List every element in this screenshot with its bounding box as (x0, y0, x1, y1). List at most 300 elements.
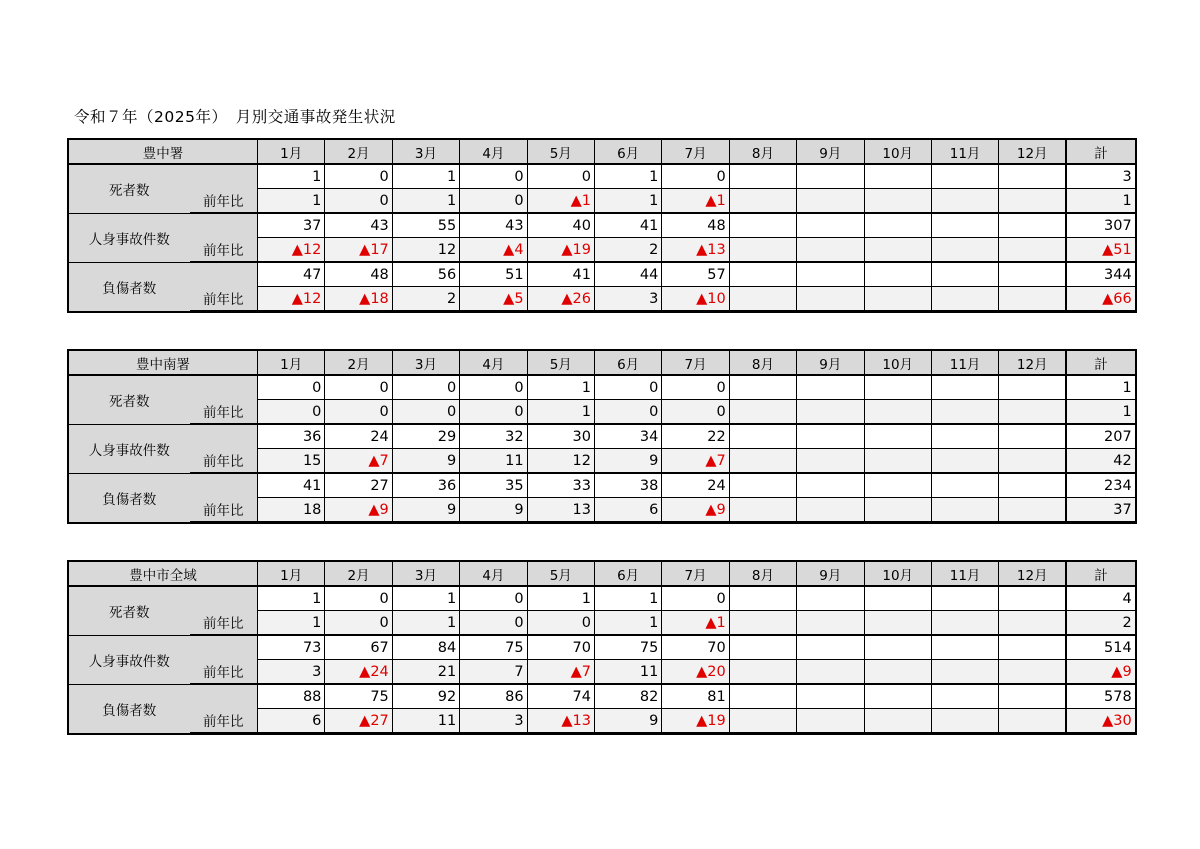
table-cell: 27 (325, 473, 392, 498)
table-cell-compare: 11 (392, 709, 459, 734)
table-cell: 1 (392, 586, 459, 611)
table-cell-compare (999, 400, 1066, 425)
table-cell-compare (931, 189, 998, 214)
table-cell: 32 (460, 424, 527, 449)
table-cell (864, 262, 931, 287)
column-header: 8月 (729, 140, 796, 165)
table-cell (999, 375, 1066, 400)
table-cell (931, 473, 998, 498)
table-cell (864, 164, 931, 189)
table-cell: 4 (1066, 586, 1135, 611)
table-cell-compare: 37 (1066, 498, 1135, 523)
table-cell-compare (999, 189, 1066, 214)
table-cell-compare (797, 449, 864, 474)
table-cell-compare (797, 498, 864, 523)
table-cell-compare: ▲7 (325, 449, 392, 474)
table-cell-compare: ▲12 (258, 238, 325, 263)
column-header: 2月 (325, 562, 392, 587)
row-category-label: 人身事故件数 (69, 424, 190, 473)
table-cell-compare (864, 660, 931, 685)
column-header: 計 (1066, 140, 1135, 165)
table-cell (797, 375, 864, 400)
table-cell-compare (797, 709, 864, 734)
table-cell: 73 (258, 635, 325, 660)
table-cell: 0 (662, 586, 729, 611)
table-cell: 0 (325, 164, 392, 189)
table-cell (931, 164, 998, 189)
table-cell-compare (729, 400, 796, 425)
table-cell-compare: 11 (460, 449, 527, 474)
table-cell (729, 586, 796, 611)
row-category-label: 負傷者数 (69, 473, 190, 522)
table-cell-compare (729, 189, 796, 214)
table-cell-compare: ▲18 (325, 287, 392, 312)
table-cell-compare: ▲66 (1066, 287, 1135, 312)
table-cell-compare (999, 238, 1066, 263)
row-sublabel-blank (190, 213, 258, 238)
column-header: 7月 (662, 140, 729, 165)
stats-table (68, 350, 1136, 523)
table-cell-compare (931, 498, 998, 523)
column-header: 7月 (662, 351, 729, 376)
table-row-compare (69, 238, 1136, 263)
table-cell: 35 (460, 473, 527, 498)
table-cell-compare: ▲5 (460, 287, 527, 312)
table-cell: 0 (325, 375, 392, 400)
table-cell-compare: 12 (527, 449, 594, 474)
table-cell: 0 (527, 164, 594, 189)
table-cell: 3 (1066, 164, 1135, 189)
table-cell-compare: 3 (460, 709, 527, 734)
table-cell: 24 (662, 473, 729, 498)
table-cell: 40 (527, 213, 594, 238)
table-cell-compare (931, 400, 998, 425)
row-sublabel-blank (190, 164, 258, 189)
table-cell-compare: 3 (258, 660, 325, 685)
table-cell-compare: ▲9 (325, 498, 392, 523)
table-cell-compare: 6 (594, 498, 661, 523)
table-cell-compare: 15 (258, 449, 325, 474)
table-cell (931, 586, 998, 611)
row-category-label: 負傷者数 (69, 262, 190, 311)
table-cell-compare: ▲1 (662, 611, 729, 636)
column-header: 10月 (864, 351, 931, 376)
column-header: 12月 (999, 351, 1066, 376)
row-category-label: 人身事故件数 (69, 635, 190, 684)
table-cell-compare (931, 238, 998, 263)
table-cell (729, 164, 796, 189)
table-cell: 344 (1066, 262, 1135, 287)
table-cell: 30 (527, 424, 594, 449)
table-cell-compare: ▲13 (662, 238, 729, 263)
column-header: 4月 (460, 140, 527, 165)
table-cell-compare: 2 (1066, 611, 1135, 636)
table-cell-compare (729, 611, 796, 636)
row-category-label: 死者数 (69, 375, 190, 424)
header-row (69, 140, 1136, 165)
table-cell-compare: 9 (392, 449, 459, 474)
stats-table (68, 561, 1136, 734)
row-sublabel: 前年比 (190, 287, 258, 312)
table-cell-compare (797, 287, 864, 312)
table-cell-compare (864, 189, 931, 214)
table-cell-compare: 12 (392, 238, 459, 263)
table-row-compare (69, 498, 1136, 523)
table-cell: 1 (392, 164, 459, 189)
table-cell: 24 (325, 424, 392, 449)
table-cell-compare: 2 (392, 287, 459, 312)
row-sublabel: 前年比 (190, 611, 258, 636)
column-header: 3月 (392, 140, 459, 165)
column-header: 計 (1066, 562, 1135, 587)
table-cell: 57 (662, 262, 729, 287)
table-cell (797, 262, 864, 287)
table-cell: 84 (392, 635, 459, 660)
row-sublabel: 前年比 (190, 238, 258, 263)
table-cell-compare (999, 498, 1066, 523)
table-cell-compare (729, 449, 796, 474)
table-cell: 0 (460, 586, 527, 611)
table-cell: 1 (594, 164, 661, 189)
column-header: 1月 (258, 351, 325, 376)
table-cell-compare (864, 611, 931, 636)
table-cell (797, 164, 864, 189)
table-station-name: 豊中市全域 (69, 562, 258, 587)
table-cell-compare (797, 660, 864, 685)
table-cell-compare: 9 (460, 498, 527, 523)
row-sublabel-blank (190, 424, 258, 449)
table-cell: 75 (594, 635, 661, 660)
table-cell-compare: 21 (392, 660, 459, 685)
table-cell-compare (864, 400, 931, 425)
table-cell-compare (729, 660, 796, 685)
table-cell-compare: ▲30 (1066, 709, 1135, 734)
table-cell-compare: 7 (460, 660, 527, 685)
table-cell-compare (931, 287, 998, 312)
table-row-compare (69, 287, 1136, 312)
table-cell: 29 (392, 424, 459, 449)
column-header: 6月 (594, 562, 661, 587)
table-cell (797, 684, 864, 709)
table-cell (864, 473, 931, 498)
table-cell-compare: ▲27 (325, 709, 392, 734)
table-cell (999, 262, 1066, 287)
table-cell: 81 (662, 684, 729, 709)
table-cell-compare (999, 449, 1066, 474)
table-cell: 86 (460, 684, 527, 709)
table-cell-compare: 1 (1066, 189, 1135, 214)
table-cell (931, 213, 998, 238)
table-cell: 22 (662, 424, 729, 449)
column-header: 10月 (864, 562, 931, 587)
table-cell-compare: 1 (392, 611, 459, 636)
table-cell-compare: 0 (460, 400, 527, 425)
table-cell-compare: ▲24 (325, 660, 392, 685)
table-cell-compare (931, 709, 998, 734)
table-cell (931, 684, 998, 709)
table-cell-compare: 0 (662, 400, 729, 425)
table-cell: 36 (258, 424, 325, 449)
table-cell (729, 473, 796, 498)
table-row (69, 473, 1136, 498)
table-cell-compare: 0 (392, 400, 459, 425)
table-cell-compare: 0 (325, 400, 392, 425)
table-cell-compare: 1 (594, 611, 661, 636)
table-cell-compare (729, 238, 796, 263)
table-cell-compare: 1 (258, 611, 325, 636)
table-cell-compare: 0 (594, 400, 661, 425)
table-cell (729, 635, 796, 660)
column-header: 9月 (797, 140, 864, 165)
table-row (69, 164, 1136, 189)
table-cell: 34 (594, 424, 661, 449)
column-header: 9月 (797, 351, 864, 376)
table-cell-compare: ▲7 (662, 449, 729, 474)
table-cell-compare (864, 287, 931, 312)
table-cell-compare: ▲20 (662, 660, 729, 685)
table-cell: 33 (527, 473, 594, 498)
table-row (69, 635, 1136, 660)
table-cell-compare (931, 660, 998, 685)
table-cell: 41 (594, 213, 661, 238)
table-cell: 0 (325, 586, 392, 611)
row-category-label: 負傷者数 (69, 684, 190, 733)
table-cell-compare: ▲26 (527, 287, 594, 312)
table-cell: 0 (460, 375, 527, 400)
table-cell-compare: 1 (392, 189, 459, 214)
table-cell-compare: 11 (594, 660, 661, 685)
table-cell: 0 (662, 375, 729, 400)
table-cell-compare: ▲19 (662, 709, 729, 734)
table-cell-compare (864, 238, 931, 263)
table-cell-compare (931, 611, 998, 636)
table-cell (729, 262, 796, 287)
row-sublabel-blank (190, 586, 258, 611)
table-cell (999, 635, 1066, 660)
table-cell: 88 (258, 684, 325, 709)
table-cell-compare (797, 189, 864, 214)
table-cell: 0 (392, 375, 459, 400)
table-cell: 1 (527, 586, 594, 611)
row-sublabel: 前年比 (190, 189, 258, 214)
table-cell (931, 635, 998, 660)
table-cell (864, 586, 931, 611)
row-sublabel-blank (190, 262, 258, 287)
column-header: 11月 (931, 562, 998, 587)
table-cell: 207 (1066, 424, 1135, 449)
row-category-label: 死者数 (69, 164, 190, 213)
table-cell-compare: 2 (594, 238, 661, 263)
table-cell-compare: ▲1 (527, 189, 594, 214)
table-cell-compare: ▲17 (325, 238, 392, 263)
table-row-compare (69, 189, 1136, 214)
column-header: 2月 (325, 351, 392, 376)
table-cell-compare (797, 400, 864, 425)
table-station-name: 豊中南署 (69, 351, 258, 376)
table-cell-compare: 1 (594, 189, 661, 214)
table-cell: 70 (662, 635, 729, 660)
table-cell-compare: 42 (1066, 449, 1135, 474)
table-cell (864, 424, 931, 449)
table-cell: 234 (1066, 473, 1135, 498)
table-cell (797, 473, 864, 498)
column-header: 計 (1066, 351, 1135, 376)
table-cell-compare: ▲10 (662, 287, 729, 312)
table-cell-compare: 18 (258, 498, 325, 523)
table-cell: 75 (460, 635, 527, 660)
header-row (69, 351, 1136, 376)
table-cell (931, 375, 998, 400)
row-sublabel-blank (190, 473, 258, 498)
table-cell: 43 (460, 213, 527, 238)
table-cell (999, 213, 1066, 238)
table-cell (999, 684, 1066, 709)
table-cell: 74 (527, 684, 594, 709)
table-cell: 47 (258, 262, 325, 287)
table-cell-compare: 1 (527, 400, 594, 425)
table-cell-compare: 1 (258, 189, 325, 214)
table-cell: 578 (1066, 684, 1135, 709)
table-cell-compare: ▲12 (258, 287, 325, 312)
table-cell-compare: ▲9 (662, 498, 729, 523)
column-header: 2月 (325, 140, 392, 165)
table-cell-compare (729, 287, 796, 312)
table-cell: 36 (392, 473, 459, 498)
table-cell-compare (864, 449, 931, 474)
table-cell-compare (797, 238, 864, 263)
table-cell: 0 (258, 375, 325, 400)
table-cell: 0 (460, 164, 527, 189)
table-cell-compare: ▲7 (527, 660, 594, 685)
table-cell-compare (864, 709, 931, 734)
column-header: 5月 (527, 562, 594, 587)
table-cell (931, 424, 998, 449)
table-cell-compare: 0 (460, 611, 527, 636)
table-cell (864, 635, 931, 660)
table-cell-compare: 0 (258, 400, 325, 425)
table-row (69, 586, 1136, 611)
table-cell (999, 424, 1066, 449)
column-header: 9月 (797, 562, 864, 587)
table-row (69, 375, 1136, 400)
table-row (69, 213, 1136, 238)
table-cell: 1 (527, 375, 594, 400)
table-cell-compare (999, 660, 1066, 685)
stats-table (68, 139, 1136, 312)
table-cell (797, 635, 864, 660)
table-cell: 307 (1066, 213, 1135, 238)
table-cell-compare: 9 (392, 498, 459, 523)
column-header: 4月 (460, 351, 527, 376)
row-sublabel: 前年比 (190, 498, 258, 523)
column-header: 11月 (931, 351, 998, 376)
table-cell: 70 (527, 635, 594, 660)
table-cell: 56 (392, 262, 459, 287)
table-cell: 0 (594, 375, 661, 400)
row-sublabel: 前年比 (190, 709, 258, 734)
column-header: 8月 (729, 562, 796, 587)
table-cell (797, 586, 864, 611)
table-cell-compare: 13 (527, 498, 594, 523)
row-sublabel: 前年比 (190, 400, 258, 425)
table-cell: 1 (594, 586, 661, 611)
table-cell (864, 375, 931, 400)
table-row (69, 262, 1136, 287)
table-cell-compare (999, 287, 1066, 312)
table-cell-compare: ▲51 (1066, 238, 1135, 263)
table-cell-compare: 6 (258, 709, 325, 734)
row-category-label: 死者数 (69, 586, 190, 635)
column-header: 3月 (392, 351, 459, 376)
table-cell (864, 213, 931, 238)
table-cell-compare: ▲4 (460, 238, 527, 263)
table-cell-compare: 3 (594, 287, 661, 312)
table-cell-compare: ▲9 (1066, 660, 1135, 685)
table-cell: 37 (258, 213, 325, 238)
table-cell (797, 213, 864, 238)
column-header: 3月 (392, 562, 459, 587)
table-cell: 51 (460, 262, 527, 287)
table-cell-compare (797, 611, 864, 636)
column-header: 7月 (662, 562, 729, 587)
table-row (69, 424, 1136, 449)
table-cell: 514 (1066, 635, 1135, 660)
table-cell-compare: 1 (1066, 400, 1135, 425)
row-sublabel-blank (190, 635, 258, 660)
table-cell: 38 (594, 473, 661, 498)
row-sublabel: 前年比 (190, 449, 258, 474)
table-cell: 43 (325, 213, 392, 238)
table-cell: 44 (594, 262, 661, 287)
table-row-compare (69, 449, 1136, 474)
table-cell-compare (864, 498, 931, 523)
column-header: 6月 (594, 351, 661, 376)
column-header: 1月 (258, 562, 325, 587)
table-cell-compare: 0 (460, 189, 527, 214)
column-header: 5月 (527, 140, 594, 165)
table-cell-compare: 0 (325, 611, 392, 636)
table-cell-compare: 9 (594, 449, 661, 474)
column-header: 4月 (460, 562, 527, 587)
header-row (69, 562, 1136, 587)
table-cell: 92 (392, 684, 459, 709)
table-cell-compare (729, 498, 796, 523)
table-row-compare (69, 611, 1136, 636)
table-cell (729, 684, 796, 709)
table-cell (729, 424, 796, 449)
table-station-name: 豊中署 (69, 140, 258, 165)
table-cell (999, 164, 1066, 189)
table-cell (729, 213, 796, 238)
table-cell (999, 473, 1066, 498)
table-cell: 55 (392, 213, 459, 238)
table-cell: 41 (258, 473, 325, 498)
table-cell-compare (931, 449, 998, 474)
page-title: 令和７年（2025年） 月別交通事故発生状況 (74, 108, 396, 126)
table-row-compare (69, 709, 1136, 734)
column-header: 12月 (999, 140, 1066, 165)
table-cell (864, 684, 931, 709)
table-cell: 67 (325, 635, 392, 660)
table-cell: 0 (662, 164, 729, 189)
table-row-compare (69, 400, 1136, 425)
table-cell-compare (729, 709, 796, 734)
table-row-compare (69, 660, 1136, 685)
column-header: 5月 (527, 351, 594, 376)
row-sublabel: 前年比 (190, 660, 258, 685)
table-row (69, 684, 1136, 709)
table-cell-compare: ▲1 (662, 189, 729, 214)
